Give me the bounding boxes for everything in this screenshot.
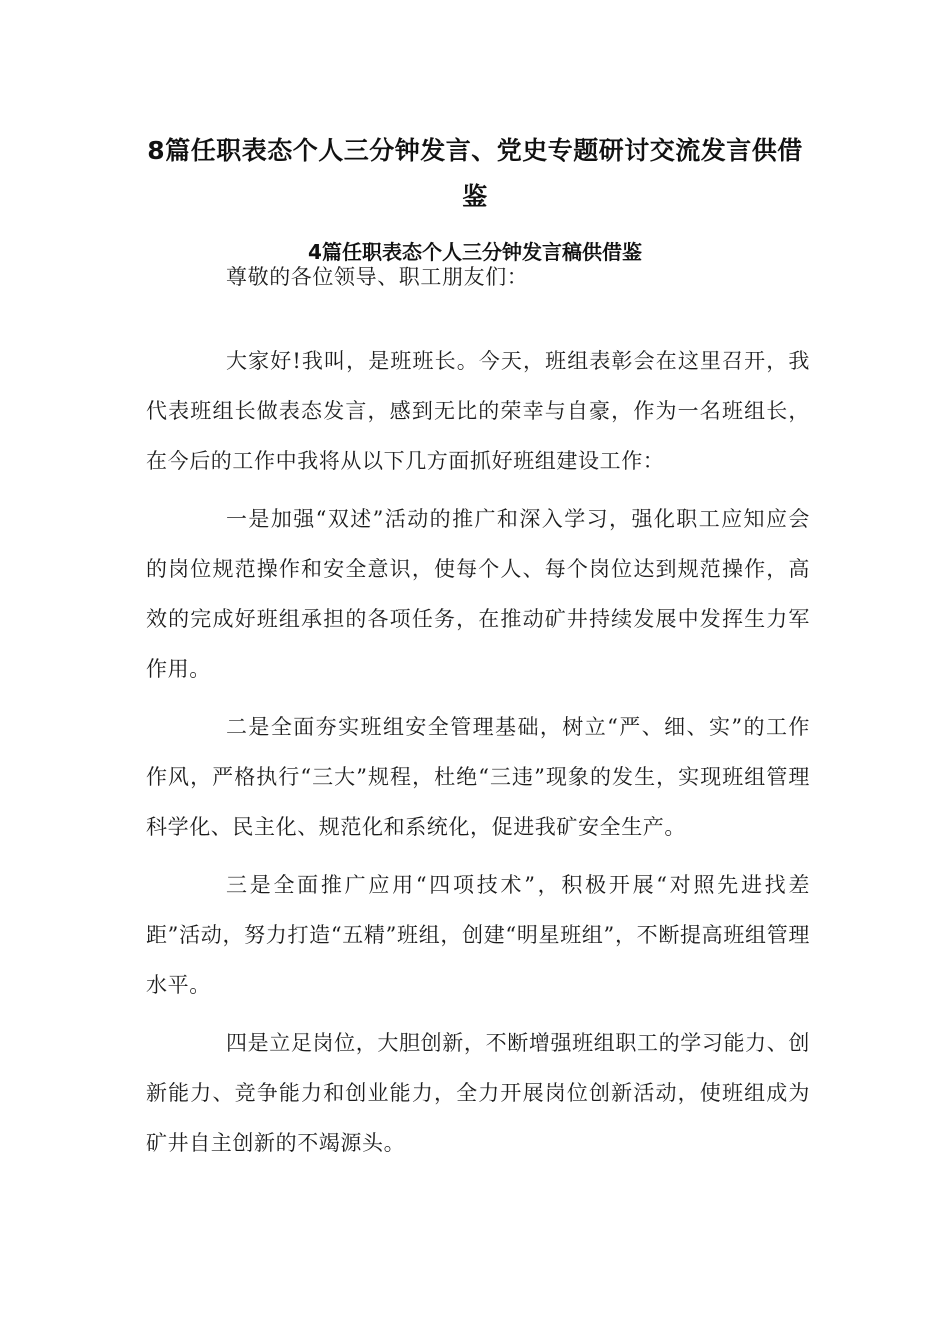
point-two-paragraph: 二是全面夯实班组安全管理基础，树立“严、细、实”的工作作风，严格执行“三大”规程，杜绝“三违”现象的发生，实现班组管理科学化、民主化、规范化和系统化，促进我矿安全生产。 — [146, 715, 810, 839]
greeting-paragraph: 尊敬的各位领导、职工朋友们： — [226, 265, 529, 289]
document-subtitle: 4篇任职表态个人三分钟发言稿供借鉴 — [308, 240, 642, 264]
point-four-paragraph: 四是立足岗位，大胆创新，不断增强班组职工的学习能力、创新能力、竞争能力和创业能力，全力开展岗位创新活动，使班组成为矿井自主创新的不竭源头。 — [146, 1031, 810, 1155]
point-three-paragraph: 三是全面推广应用“四项技术”，积极开展“对照先进找差距”活动，努力打造“五精”班组，创建“明星班组”，不断提高班组管理水平。 — [146, 873, 810, 997]
document-title: 8篇任职表态个人三分钟发言、党史专题研讨交流发言供借鉴 — [147, 136, 803, 211]
point-one-paragraph: 一是加强“双述”活动的推广和深入学习，强化职工应知应会的岗位规范操作和安全意识，使每个人、每个岗位达到规范操作，高效的完成好班组承担的各项任务，在推动矿井持续发展中发挥生力军作用。 — [146, 507, 810, 681]
intro-paragraph: 大家好!我叫，是班班长。今天，班组表彰会在这里召开，我代表班组长做表态发言，感到无比的荣幸与自豪，作为一名班组长，在今后的工作中我将从以下几方面抓好班组建设工作： — [146, 349, 810, 473]
